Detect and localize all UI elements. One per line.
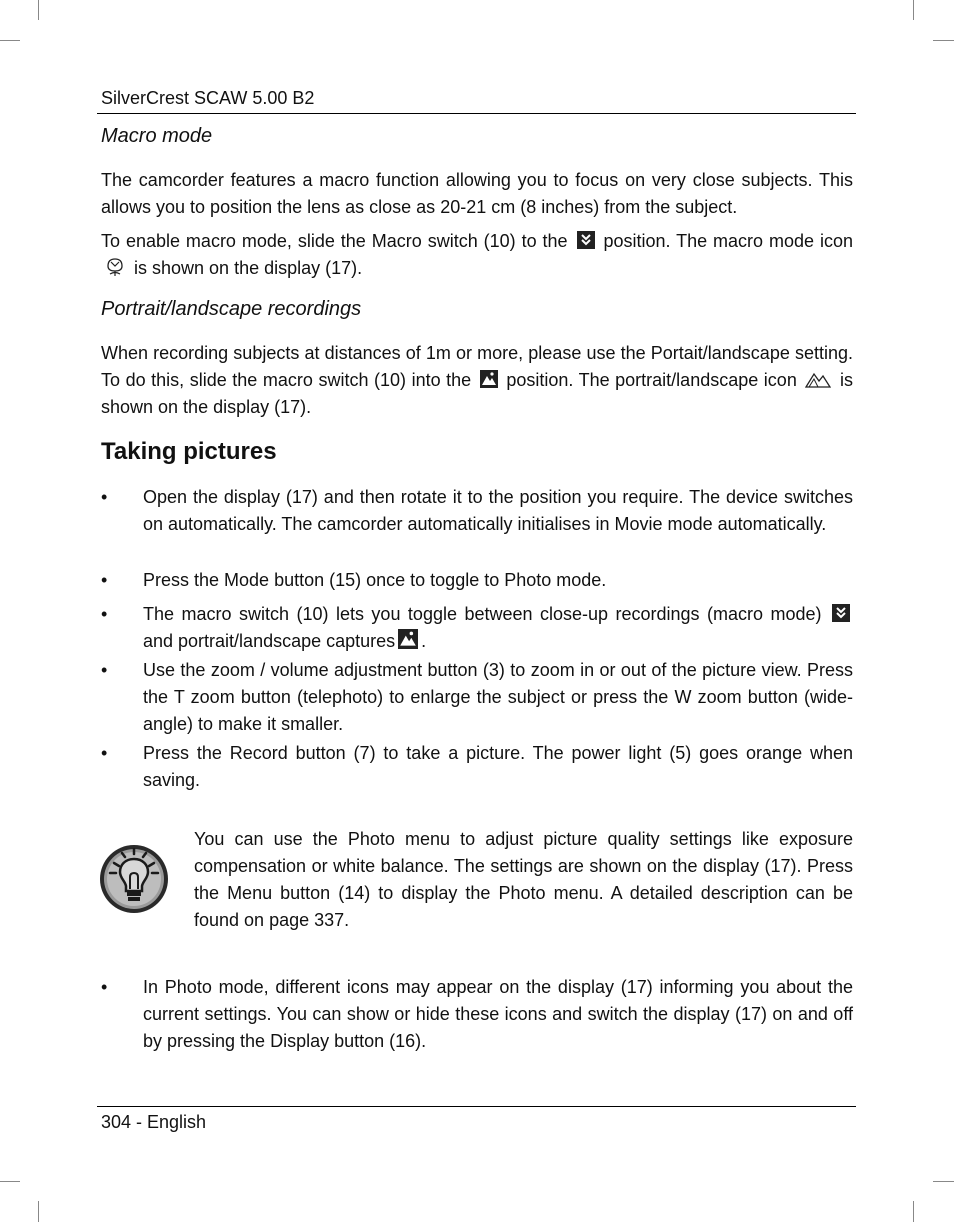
crop-mark xyxy=(913,1201,914,1222)
list-item xyxy=(101,657,853,738)
bullet-symbol: • xyxy=(101,604,108,624)
portrait-paragraph xyxy=(101,340,853,421)
macro-paragraph-1: The camcorder features a macro function allowing you to focus on very close subjects. This allows you to position the lens as close as 20-21 cm (8 inches) from the subject. xyxy=(101,170,853,217)
header-rule xyxy=(97,113,856,114)
list-item xyxy=(101,484,853,565)
bullet-3-a: The macro switch (10) lets you toggle between close-up recordings (macro mode) xyxy=(143,604,822,624)
portrait-p-c: is shown on the display (17). xyxy=(101,370,853,417)
landscape-display-icon xyxy=(805,369,831,389)
bullet-symbol: • xyxy=(101,487,108,507)
bullet-3-c: . xyxy=(421,631,427,651)
bullet-text: Press the Mode button (15) once to toggle to Photo mode. xyxy=(143,570,607,590)
section-title: Taking pictures xyxy=(101,438,277,465)
crop-mark xyxy=(0,40,20,41)
bullet-text: Use the zoom / volume adjustment button (3) to zoom in or out of the picture view. Press the T zoom button (telephoto) to enlarge the subject or press the W zoom button (wide-angle) to make it smaller. xyxy=(143,660,853,734)
crop-mark xyxy=(38,0,39,20)
macro-p2-b: position. The macro mode icon xyxy=(603,231,853,251)
bullet-symbol: • xyxy=(101,660,108,680)
crop-mark xyxy=(0,1181,20,1182)
bullet-symbol: • xyxy=(101,743,108,763)
footer-rule xyxy=(97,1106,856,1107)
landscape-switch-icon xyxy=(480,370,498,388)
list-item xyxy=(101,567,853,594)
portrait-p-a: When recording subjects at distances of 1m or more, please use the Portait/landscape setting. To do this, slide the macro switch (10) into the xyxy=(101,343,853,390)
crop-mark xyxy=(933,1181,954,1182)
lightbulb-tip-icon xyxy=(98,843,170,915)
bullet-text: Open the display (17) and then rotate it to the position you require. The device switches on automatically. The camcorder automatically initialises in Movie mode automatically. xyxy=(143,487,853,534)
macro-paragraph-2 xyxy=(101,228,853,282)
bullet-text: In Photo mode, different icons may appear on the display (17) informing you about the current settings. You can show or hide these icons and switch the display (17) on and off by pressing the Display button (16). xyxy=(143,977,853,1051)
macro-p2-a: To enable macro mode, slide the Macro switch (10) to the xyxy=(101,231,568,251)
tip-text: You can use the Photo menu to adjust picture quality settings like exposure compensation or white balance. The settings are shown on the display (17). Press the Menu button (14) to display the Photo menu. A detailed description can be found on page 337. xyxy=(194,829,853,930)
crop-mark xyxy=(933,40,954,41)
macro-p2-c: is shown on the display (17). xyxy=(134,258,363,278)
list-item xyxy=(101,740,853,794)
list-item xyxy=(101,601,853,655)
macro-switch-icon xyxy=(577,231,595,249)
list-item xyxy=(101,974,853,1055)
page-number: 304 - English xyxy=(101,1112,207,1132)
bullet-symbol: • xyxy=(101,977,108,997)
crop-mark xyxy=(913,0,914,20)
portrait-heading: Portrait/landscape recordings xyxy=(101,298,362,320)
bullet-text xyxy=(143,601,853,655)
running-header: SilverCrest SCAW 5.00 B2 xyxy=(101,88,315,108)
crop-mark xyxy=(38,1201,39,1222)
bullet-text: Press the Record button (7) to take a picture. The power light (5) goes orange when saving. xyxy=(143,743,853,790)
macro-display-icon xyxy=(104,256,126,278)
macro-switch-icon xyxy=(832,604,850,622)
macro-heading: Macro mode xyxy=(101,125,213,147)
bullet-symbol: • xyxy=(101,570,108,590)
landscape-switch-icon xyxy=(398,629,418,649)
portrait-p-b: position. The portrait/landscape icon xyxy=(506,370,797,390)
bullet-3-b: and portrait/landscape captures xyxy=(143,631,396,651)
